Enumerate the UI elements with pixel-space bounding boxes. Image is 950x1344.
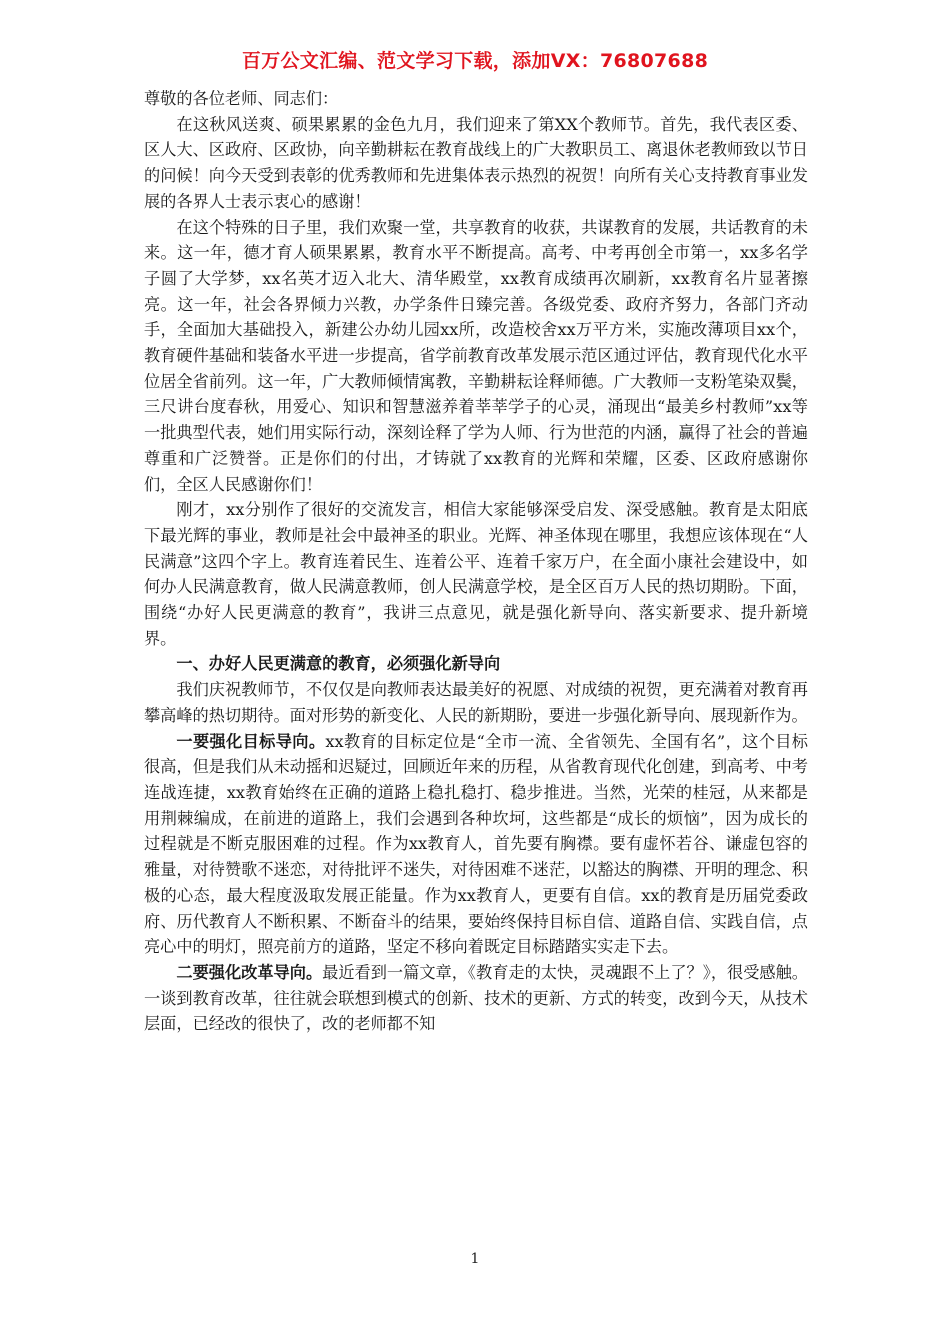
paragraph-achievements: 在这个特殊的日子里，我们欢聚一堂，共享教育的收获，共谋教育的发展，共话教育的未来。这一年，德才育人硕果累累，教育水平不断提高。高考、中考再创全市第一，xx多名学子圆了大学梦，xx名英才迈入北大、清华殿堂，xx教育成绩再次刷新，xx教育名片显著擦亮。这一年，社会各界倾力兴教，办学条件日臻完善。各级党委、政府齐努力，各部门齐动手，全面加大基础投入，新建公办幼儿园xx所，改造校舍xx万平方米，实施改薄项目xx个，教育硬件基础和装备水平进一步提高，省学前教育改革发展示范区通过评估，教育现代化水平位居全省前列。这一年，广大教师倾情寓教，辛勤耕耘诠释师德。广大教师一支粉笔染双鬓，三尺讲台度春秋，用爱心、知识和智慧滋养着莘莘学子的心灵，涌现出“最美乡村教师”xx等一批典型代表，她们用实际行动，深刻诠释了学为人师、行为世范的内涵，赢得了社会的普遍尊重和广泛赞誉。正是你们的付出，才铸就了xx教育的光辉和荣耀，区委、区政府感谢你们，全区人民感谢你们！ xyxy=(144,217,808,494)
paragraph-goal-orientation xyxy=(144,729,808,960)
paragraph-reform-orientation xyxy=(144,960,808,1037)
goal-orientation-text: xx教育的目标定位是“全市一流、全省领先、全国有名”，这个目标很高，但是我们从未动摇和迟疑过，回顾近年来的历程，从省教育现代化创建，到高考、中考连战连捷，xx教育始终在正确的道路上稳扎稳打、稳步推进。当然，光荣的桂冠，从来都是用荆棘编成，在前进的道路上，我们会遇到各种坎坷，这些都是“成长的烦恼”，因为成长的过程就是不断克服困难的过程。作为xx教育人，首先要有胸襟。要有虚怀若谷、谦虚包容的雅量，对待赞歌不迷恋，对待批评不迷失，对待困难不迷茫，以豁达的胸襟、开明的理念、积极的心态，最大程度汲取发展正能量。作为xx教育人，更要有自信。xx的教育是历届党委政府、历代教育人不断积累、不断奋斗的结果，要始终保持目标自信、道路自信、实践自信，点亮心中的明灯，照亮前方的道路，坚定不移向着既定目标踏踏实实走下去。 xyxy=(144,731,808,957)
reform-orientation-text: 最近看到一篇文章，《教育走的太快，灵魂跟不上了？》，很受感触。一谈到教育改革，往往就会联想到模式的创新、技术的更新、方式的转变，改到今天，从技术层面，已经改的很快了，改的老师都不知 xyxy=(144,962,808,1034)
promo-banner: 百万公文汇编、范文学习下载，添加VX：76807688 xyxy=(241,50,709,72)
section-heading-1: 一、办好人民更满意的教育，必须强化新导向 xyxy=(176,654,501,674)
reform-orientation-lead: 二要强化改革导向。 xyxy=(176,962,323,982)
goal-orientation-lead: 一要强化目标导向。 xyxy=(176,731,326,751)
paragraph-greeting: 在这秋风送爽、硕果累累的金色九月，我们迎来了第XX个教师节。首先，我代表区委、区人大、区政府、区政协，向辛勤耕耘在教育战线上的广大教职员工、离退休老教师致以节日的问候！向今天受到表彰的优秀教师和先进集体表示热烈的祝贺！向所有关心支持教育事业发展的各界人士表示衷心的感谢！ xyxy=(144,114,808,211)
paragraph-people-satisfaction: 刚才，xx分别作了很好的交流发言，相信大家能够深受启发、深受感触。教育是太阳底下最光辉的事业，教师是社会中最神圣的职业。光辉、神圣体现在哪里，我想应该体现在“人民满意”这四个字上。教育连着民生、连着公平、连着千家万户，在全面小康社会建设中，如何办人民满意教育，做人民满意教师，创人民满意学校，是全区百万人民的热切期盼。下面，围绕“办好人民更满意的教育”，我讲三点意见，就是强化新导向、落实新要求、提升新境界。 xyxy=(144,500,808,648)
paragraph-expectations: 我们庆祝教师节，不仅仅是向教师表达最美好的祝愿、对成绩的祝贺，更充满着对教育再攀高峰的热切期待。面对形势的新变化、人民的新期盼，要进一步强化新导向、展现新作为。 xyxy=(144,680,808,725)
page-number: 1 xyxy=(470,1251,480,1267)
document-body xyxy=(144,86,808,1037)
salutation: 尊敬的各位老师、同志们： xyxy=(144,89,339,108)
